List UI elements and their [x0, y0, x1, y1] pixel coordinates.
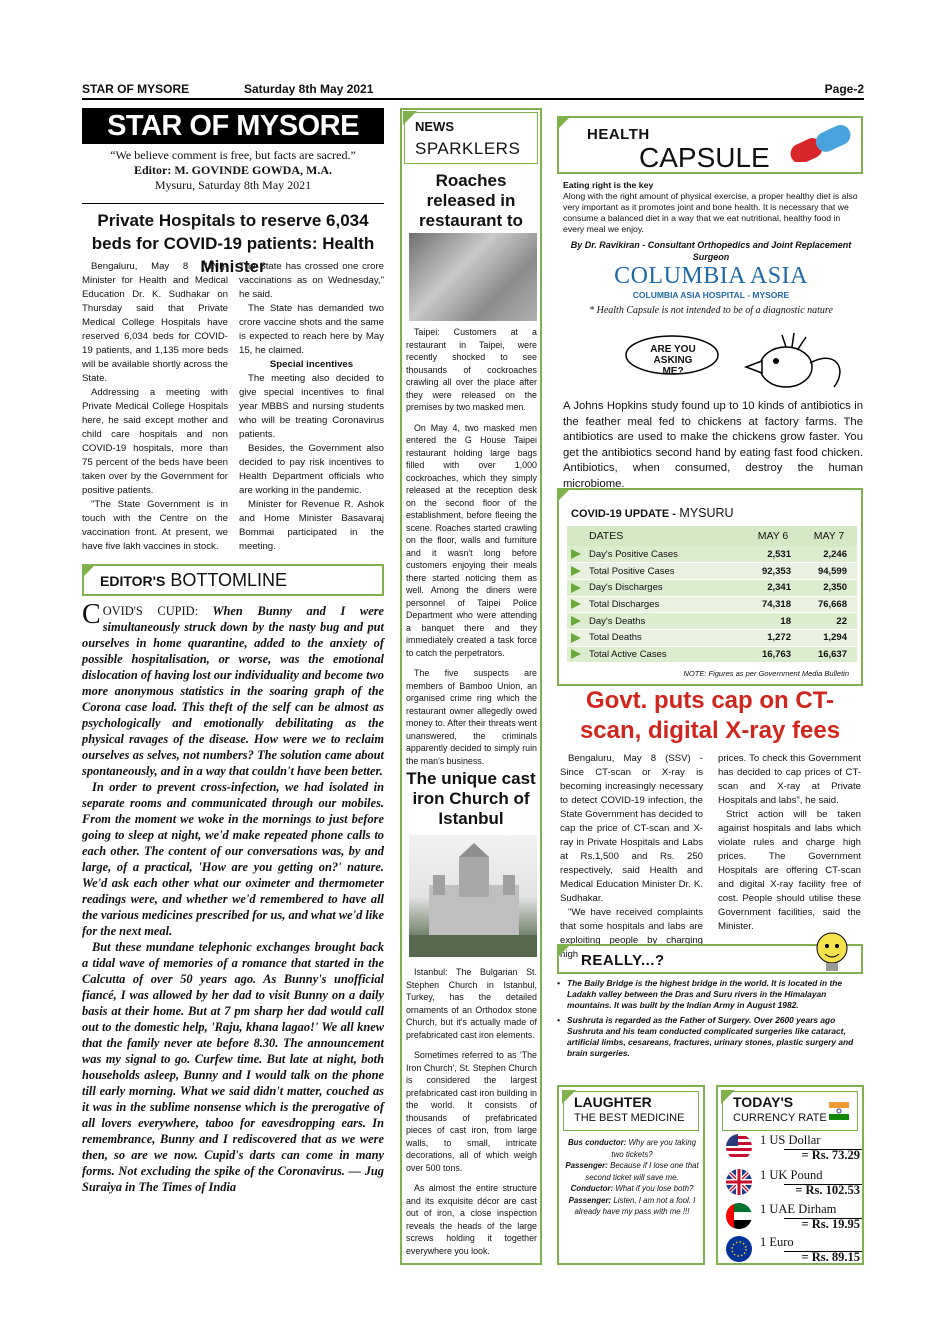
- laughter-label: LAUGHTER: [574, 1094, 652, 1110]
- cell: 1,294: [801, 629, 857, 646]
- corner-arrow-icon: [82, 564, 96, 578]
- paragraph: The State has demanded two crore vaccine shots and the same is expected to reach here by May 15, he claimed.: [239, 303, 384, 356]
- cell: 2,531: [745, 546, 801, 563]
- church-photo: [409, 835, 537, 957]
- paragraph: On May 4, two masked men entered the G House Taipei restaurant holding large bags filled with over 1,000 cockroaches, which they simply released at the reception desk on the second floor of the establishment, before fleeing the scene. Roaches started crawling on the floor, walls and furniture and it wasn't long before customers enjoying their meals there started noticing them as well. Among the diners were personnel of Taipei Police Department who were attending a banquet there and they immediately created a task force to catch the perpetrators.: [406, 422, 537, 658]
- triangle-bullet-icon: [571, 616, 581, 626]
- paragraph: Addressing a meeting with Private Medical College Hospitals here, he said except mother and child care hospitals and non COVID-19 hospitals, more than 75 percent of the beds have been taken over by the Government for positive patients.: [82, 387, 228, 496]
- triangle-bullet-icon: [571, 599, 581, 609]
- currency-rate-label: CURRENCY RATE: [733, 1112, 827, 1124]
- currency-name: 1 Euro: [760, 1235, 794, 1249]
- paragraph: Strict action will be taken against hospitals and labs which violate rules and charge high prices. The Government Hospitals are offering CT-scan and digital X-ray facility free of cost. People should utilise these Government facilities, said the Minister.: [718, 809, 861, 932]
- cell: 92,353: [745, 563, 801, 580]
- cell: 2,341: [745, 579, 801, 596]
- health-title: Eating right is the key: [563, 180, 654, 190]
- paragraph: prices. To check this Government has decided to cap prices of CT-scan and X-ray at Private Hospitals and labs", he said.: [718, 753, 861, 806]
- church-headline: The unique cast iron Church of Istanbul: [406, 769, 536, 828]
- table-row: [567, 563, 857, 580]
- sparklers-label: SPARKLERS: [415, 139, 521, 158]
- table-row: [567, 579, 857, 596]
- speaker: Conductor:: [570, 1184, 614, 1193]
- row-label: Day's Positive Cases: [589, 548, 678, 560]
- page-header: [82, 80, 864, 100]
- asking-me-text: A Johns Hopkins study found up to 10 kinds of antibiotics in the feather meal fed to chickens at factory farms. The antibiotics are used to make the chickens grow faster. You get the antibiotics second hand by eating fast food chicken. Antibiotics, when consumed, destroy the human microbiome.: [563, 400, 863, 490]
- row-label: Total Deaths: [589, 632, 642, 644]
- lead-headline: Private Hospitals to reserve 6,034 beds for COVID-19 patients: Health Minister: [91, 211, 375, 276]
- paragraph: Sometimes referred to as 'The Iron Church', St. Stephen Church is considered the largest prefabricated cast iron building in the world. It consists of thousands of prefabricated pieces of cast iron, from large walls, to small, intricate decorations, all of which weigh over 500 tons.: [406, 1050, 537, 1173]
- covid-update-box: [557, 488, 863, 686]
- news-label: NEWS: [415, 119, 454, 134]
- paragraph: But these mundane telephonic exchanges brought back a tidal wave of memories of a romance that started in the Calcutta of over 50 years ago. As Bunny's unofficial fiancé, I was allowed by her dad to visit Bunny on a daily basis at their home. But at 7 pm sharp her dad would call out to the domestic help, 'Raju, khana lagao!' We all knew that the family never ate before 8.30. The announcement was my signal to go. Curfew time. But late at night, both households asleep, Bunny and I would talk on the phone till early morning. What we said didn't matter, couched as it was in the sublime nonsense which is the prerogative of all lovers everywhere, taboo for eavesdropping ears. In remembrance, Bunny and I rediscovered that as we were then, so are we now. Cupid's darts can come in many forms. Not excluding the spike of the Coronavirus. — Jug Suraiya in The Times of India: [82, 940, 384, 1194]
- table-row: [567, 646, 857, 663]
- triangle-bullet-icon: [571, 549, 581, 559]
- line: Because if I lose one that second ticket will save me.: [585, 1161, 699, 1182]
- uk-flag-icon: [726, 1169, 752, 1195]
- bubble-text: ARE YOU ASKING ME?: [650, 344, 696, 377]
- health-byline: By Dr. Ravikiran - Consultant Orthopedics and Joint Replacement Surgeon: [570, 240, 852, 262]
- column-header: MAY 6: [745, 526, 801, 546]
- uae-flag-icon: [726, 1203, 752, 1229]
- cell: 1,272: [745, 629, 801, 646]
- bottomline-header: [82, 564, 384, 596]
- paragraph: Bengaluru, May 8 (UNI)- Minister for Health and Medical Education Dr. K. Sudhakar on Thursday said that Private Medical College Hospitals have reserved 6,034 beds for COVID-19 patients, and 1,135 more beds will be available shortly across the State.: [82, 261, 228, 384]
- list-item: • The Baily Bridge is the highest bridge in the world. It is located in the Ladakh valley between the Dras and Suru rivers in the Himalayan mountains. It was built by the Indian Army in August 1982.: [557, 978, 863, 1012]
- currency-box: [716, 1085, 864, 1265]
- currency-name: 1 US Dollar: [760, 1133, 821, 1147]
- ctscan-column-2: [718, 752, 861, 934]
- joke: [565, 1137, 699, 1218]
- us-flag-icon: [726, 1134, 752, 1160]
- paragraph: The five suspects are members of Bamboo Union, an organised crime ring which the restaurant owner allegedly owed money to. After their threats went unanswered, the criminals apparently decided to simply ruin the man's business.: [406, 668, 537, 766]
- really-list: [557, 978, 863, 1062]
- currency-row: [724, 1133, 862, 1167]
- best-medicine-label: THE BEST MEDICINE: [574, 1112, 685, 1124]
- health-body: [563, 180, 859, 235]
- paragraph: Taipei: Customers at a restaurant in Taipei, were recently shocked to see thousands of cockroaches crawling all over the place after they were released on the premises by two masked men.: [406, 327, 537, 412]
- row-label: Day's Deaths: [589, 615, 646, 627]
- currency-value: = Rs. 19.95: [801, 1217, 860, 1231]
- currency-row: [724, 1168, 862, 1202]
- line: What if you lose both?: [615, 1184, 694, 1193]
- todays-label: TODAY'S: [733, 1094, 794, 1110]
- church-story: [406, 966, 537, 1265]
- paragraph: The meeting also decided to give special incentives to final year MBBS and nursing students who will be treating Coronavirus patients.: [239, 373, 384, 440]
- roaches-story: [406, 326, 537, 775]
- covid-note: NOTE: Figures as per Government Media Bulletin: [683, 669, 849, 678]
- columbia-asia-logo: [563, 263, 859, 300]
- paragraph: Istanbul: The Bulgarian St. Stephen Church in Istanbul, Turkey, has the detailed ornaments of an Orthodox stone Church, but it's actually made of prefabricated cast iron elements.: [406, 967, 537, 1040]
- list-item: • Sushruta is regarded as the Father of Surgery. Over 2600 years ago Sushruta and his team conducted complicated surgeries like cataract, artificial limbs, cesareans, fractures, urinary stones, plastic surgery and brain surgeries.: [557, 1015, 863, 1060]
- row-label: Total Positive Cases: [589, 565, 675, 577]
- eu-flag-icon: [726, 1236, 752, 1262]
- lead-column-2: [239, 260, 384, 554]
- cell: 76,668: [801, 596, 857, 613]
- capsule-icon: [782, 124, 860, 162]
- paragraph: As almost the entire structure and its exquisite décor are cast out of iron, a close inspection reveals the heads of the large screws holding it together everywhere you look.: [406, 1183, 537, 1256]
- paragraph: Minister for Revenue R. Ashok and Home Minister Basavaraj Bommai participated in the meeting.: [239, 499, 384, 552]
- header-page: Page-2: [824, 82, 864, 96]
- corner-arrow-icon: [557, 488, 571, 502]
- lead-column-1: [82, 260, 228, 554]
- triangle-bullet-icon: [571, 633, 581, 643]
- cell: 16,763: [745, 646, 801, 663]
- cell: 94,599: [801, 563, 857, 580]
- cell: 18: [745, 613, 801, 630]
- laughter-box: [557, 1085, 705, 1265]
- health-label: HEALTH: [587, 126, 650, 143]
- corner-arrow-icon: [557, 944, 571, 958]
- triangle-bullet-icon: [571, 583, 581, 593]
- triangle-bullet-icon: [571, 649, 581, 659]
- header-date: Saturday 8th May 2021: [244, 82, 374, 96]
- paragraph: Bengaluru, May 8 (SSV) - Since CT-scan or X-ray is becoming increasingly necessary to detect COVID-19 infection, the State Government has decided to cap the price of CT-scan and X-ray in Private Hospitals and Labs at Rs.1,500 and Rs. 250 respectively, said Health and Medical Education Minister Dr. K. Sudhakar.: [560, 753, 703, 904]
- table-row: [567, 596, 857, 613]
- currency-row: [724, 1202, 862, 1236]
- column-header: DATES: [567, 526, 745, 546]
- ctscan-headline: Govt. puts cap on CT-scan, digital X-ray fees: [579, 687, 841, 744]
- india-flag-icon: [829, 1102, 849, 1120]
- masthead-tagline: [82, 148, 384, 193]
- editor-line: Editor: M. GOVINDE GOWDA, M.A.: [134, 163, 332, 177]
- row-label: Day's Discharges: [589, 582, 663, 594]
- masthead: STAR OF MYSORE: [82, 108, 384, 144]
- speaker: Passenger:: [568, 1195, 612, 1205]
- table-row: [567, 629, 857, 646]
- paragraph: The State has crossed one crore vaccinations as on Wednesday," he said.: [239, 261, 384, 300]
- currency-name: 1 UK Pound: [760, 1168, 823, 1182]
- paragraph: Besides, the Government also decided to pay risk incentives to Health Department officials who are working in the pandemic.: [239, 443, 384, 496]
- currency-row: [724, 1235, 862, 1269]
- cell: 22: [801, 613, 857, 630]
- cell: 2,350: [801, 579, 857, 596]
- roaches-headline: Roaches released in restaurant to: [419, 171, 523, 230]
- laughter-header: [563, 1091, 699, 1131]
- capsule-label: CAPSULE: [639, 142, 770, 173]
- smallcaps-lead: OVID'S CUPID:: [102, 604, 199, 618]
- ctscan-column-1: [560, 752, 703, 962]
- table-header-row: [567, 526, 857, 546]
- divider: [82, 203, 384, 204]
- logo-name: COLUMBIA ASIA: [614, 263, 808, 289]
- row-label: Total Discharges: [589, 598, 660, 610]
- health-text: Along with the right amount of physical exercise, a proper healthy diet is also very important as it promotes joint and bone health. It is necessary that we consume a balanced diet in a way that we eat nutritional, healthy food in every meal we enjoy.: [563, 191, 858, 234]
- column-header: MAY 7: [801, 526, 857, 546]
- table-row: [567, 613, 857, 630]
- triangle-bullet-icon: [571, 566, 581, 576]
- paragraph: "The State Government is in touch with the Centre on the vaccination front. At present, we have five lakh vaccines in stock.: [82, 499, 228, 552]
- row-label: Total Active Cases: [589, 648, 667, 660]
- line: Listen, I am not a fool. I already have my pass with me !!!: [574, 1195, 696, 1216]
- dateline: Mysuru, Saturday 8th May 2021: [154, 178, 312, 192]
- cell: 74,318: [745, 596, 801, 613]
- table-row: [567, 546, 857, 563]
- logo-sub: COLUMBIA ASIA HOSPITAL - MYSORE: [632, 290, 790, 300]
- motto: “We believe comment is free, but facts are sacred.”: [110, 148, 356, 162]
- really-label: REALLY...?: [581, 952, 665, 969]
- line: Why are you taking two tickets?: [611, 1138, 697, 1159]
- currency-name: 1 UAE Dirham: [760, 1202, 837, 1216]
- church-icon: [409, 835, 537, 957]
- currency-value: = Rs. 73.29: [801, 1148, 860, 1162]
- bottomline-label: BOTTOMLINE: [170, 570, 288, 590]
- paragraph: In order to prevent cross-infection, we had isolated in separate rooms and communicated through our mobiles. From the moment we woke in the mornings to just before going to sleep at night, we'd make repeated phone calls to each other. The content of our conversations was, by and large, of a practical, 'How are you getting on?' nature. We'd ask each other what our oximeter and thermometer readings were, and whether we'd remembered to have all the various medicines prescribed for us, and what we'd like for the next meal.: [82, 780, 384, 938]
- health-disclaimer: * Health Capsule is not intended to be of a diagnostic nature: [589, 305, 833, 316]
- health-capsule-header: [557, 116, 863, 174]
- currency-header: [722, 1091, 858, 1131]
- corner-arrow-icon: [557, 116, 571, 130]
- bottomline-body: [82, 599, 385, 1195]
- paragraph: "We have received complaints that some hospitals and labs are exploiting people by charging high: [560, 907, 703, 960]
- chicken-cartoon-icon: [726, 329, 864, 399]
- currency-value: = Rs. 102.53: [795, 1183, 860, 1197]
- dropcap: C: [82, 599, 101, 630]
- speaker: Bus conductor:: [567, 1138, 627, 1147]
- currency-value: = Rs. 89.15: [801, 1250, 860, 1264]
- lightbulb-icon: [813, 930, 851, 980]
- header-paper: STAR OF MYSORE: [82, 82, 190, 96]
- covid-table: [567, 526, 857, 663]
- speaker: Passenger:: [565, 1161, 608, 1170]
- covid-title: MYSURU: [679, 506, 734, 520]
- roaches-photo: [409, 233, 537, 321]
- covid-title-bold: COVID-19 UPDATE -: [571, 508, 676, 520]
- subheading: Special incentives: [269, 359, 354, 370]
- bottomline-label-bold: EDITOR'S: [100, 573, 166, 589]
- paragraph: When Bunny and I were simultaneously struck down by the nasty bug and put ourselves in home quarantine, added to the anxiety of possible hospitalisation, or worse, was the emotional dislocation of having lost our individuality and become two more anonymous statistics in the soaring graph of the Corona case load. This theft of the self can be almost as psychologically and emotionally debilitating as the physical ravages of the disease. How were we to reclaim ourselves as selves, not numbers? The solution came about spontaneously, and in a way that couldn't have been better.: [82, 604, 385, 778]
- news-sparklers-header: [404, 112, 538, 164]
- cartoon-bubble: [624, 333, 726, 381]
- cell: 16,637: [801, 646, 857, 663]
- cell: 2,246: [801, 546, 857, 563]
